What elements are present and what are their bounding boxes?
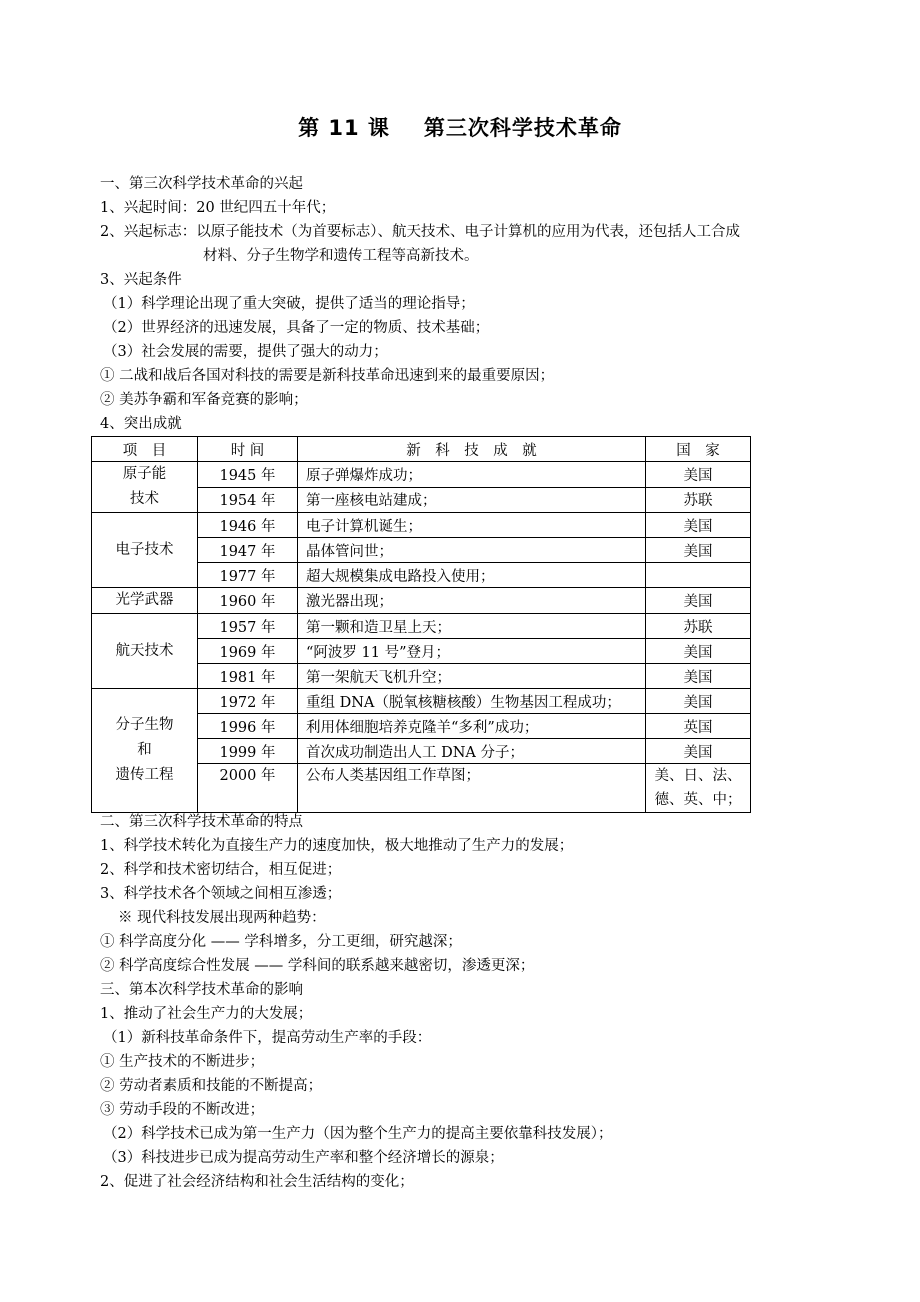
field-cell: 光学武器 xyxy=(92,588,198,614)
country-label: 德、英、中； xyxy=(654,792,742,808)
field-label: 遗传工程 xyxy=(115,767,174,783)
achievement-cell: 超大规模集成电路投入使用； xyxy=(298,563,646,588)
field-cell: 航天技术 xyxy=(92,614,198,689)
country-cell: 苏联 xyxy=(646,614,751,639)
condition-2: （2）世界经济的迅速发展，具备了一定的物质、技术基础； xyxy=(103,320,490,336)
feature-3: 3、科学技术各个领域之间相互渗透； xyxy=(100,886,342,902)
year-cell: 1969 年 xyxy=(198,639,298,664)
year-cell: 1977 年 xyxy=(198,563,298,588)
trends-note: ※ 现代科技发展出现两种趋势： xyxy=(118,910,326,926)
achievement-cell: 晶体管问世； xyxy=(298,538,646,563)
achievement-cell: 首次成功制造出人工 DNA 分子； xyxy=(298,739,646,764)
section1-heading: 一、第三次科学技术革命的兴起 xyxy=(100,176,303,192)
year-cell: 1981 年 xyxy=(198,664,298,689)
feature-2: 2、科学和技术密切结合，相互促进； xyxy=(100,862,342,878)
header-time: 时 间 xyxy=(198,437,298,462)
country-cell: 英国 xyxy=(646,714,751,739)
country-cell: 美国 xyxy=(646,513,751,538)
year-cell: 1999 年 xyxy=(198,739,298,764)
rise-marker-line1: 2、兴起标志：以原子能技术（为首要标志）、航天技术、电子计算机的应用为代表，还包括人工合成 xyxy=(100,224,740,240)
field-label: 原子能 xyxy=(122,466,167,482)
impact-1a1: ① 生产技术的不断进步； xyxy=(100,1054,265,1070)
achievement-cell: 第一颗和造卫星上天； xyxy=(298,614,646,639)
country-cell: 美国 xyxy=(646,664,751,689)
condition-3b: ② 美苏争霸和军备竞赛的影响； xyxy=(100,392,308,408)
achievements-heading: 4、突出成就 xyxy=(100,416,182,432)
table-row xyxy=(92,462,751,488)
impact-1b: （2）科学技术已成为第一生产力（因为整个生产力的提高主要依靠科技发展）； xyxy=(103,1126,613,1142)
country-cell: 美国 xyxy=(646,739,751,764)
achievements-table xyxy=(91,436,751,813)
year-cell: 1946 年 xyxy=(198,513,298,538)
condition-3a: ① 二战和战后各国对科技的需要是新科技革命迅速到来的最重要原因； xyxy=(100,368,555,384)
header-country: 国 家 xyxy=(646,437,751,462)
condition-1: （1）科学理论出现了重大突破，提供了适当的理论指导； xyxy=(103,296,475,312)
achievement-cell: 第一架航天飞机升空； xyxy=(298,664,646,689)
year-cell: 1972 年 xyxy=(198,689,298,714)
section3-heading: 三、第本次科学技术革命的影响 xyxy=(100,982,303,998)
country-cell xyxy=(646,563,751,588)
field-cell xyxy=(92,462,198,513)
field-label: 技术 xyxy=(130,491,159,507)
achievement-cell: 第一座核电站建成； xyxy=(298,487,646,513)
field-label: 和 xyxy=(137,742,152,758)
achievement-cell: 原子弹爆炸成功； xyxy=(298,462,646,488)
section2-heading: 二、第三次科学技术革命的特点 xyxy=(100,814,303,830)
country-cell: 美国 xyxy=(646,689,751,714)
conditions-heading: 3、兴起条件 xyxy=(100,272,182,288)
achievement-cell: “阿波罗 11 号”登月； xyxy=(298,639,646,664)
achievement-cell: 利用体细胞培养克隆羊“多利”成功； xyxy=(298,714,646,739)
impact-1: 1、推动了社会生产力的大发展； xyxy=(100,1006,313,1022)
year-cell: 1957 年 xyxy=(198,614,298,639)
achievement-cell: 激光器出现； xyxy=(298,588,646,614)
country-cell: 苏联 xyxy=(646,487,751,513)
impact-2: 2、促进了社会经济结构和社会生活结构的变化； xyxy=(100,1174,414,1190)
table-row xyxy=(92,588,751,614)
header-achievement: 新 科 技 成 就 xyxy=(298,437,646,462)
header-field: 项 目 xyxy=(92,437,198,462)
condition-3: （3）社会发展的需要，提供了强大的动力； xyxy=(103,344,388,360)
impact-1c: （3）科技进步已成为提高劳动生产率和整个经济增长的源泉； xyxy=(103,1150,504,1166)
page-title xyxy=(0,112,920,142)
country-cell: 美国 xyxy=(646,462,751,488)
country-cell xyxy=(646,764,751,813)
impact-1a2: ② 劳动者素质和技能的不断提高； xyxy=(100,1078,323,1094)
year-cell: 1960 年 xyxy=(198,588,298,614)
rise-time: 1、兴起时间：20 世纪四五十年代； xyxy=(100,200,336,216)
field-cell xyxy=(92,689,198,813)
achievement-cell: 公布人类基因组工作草图； xyxy=(298,764,646,813)
year-cell: 1947 年 xyxy=(198,538,298,563)
impact-1a3: ③ 劳动手段的不断改进； xyxy=(100,1102,265,1118)
lesson-topic: 第三次科学技术革命 xyxy=(423,116,622,140)
trend-2: ② 科学高度综合性发展 —— 学科间的联系越来越密切，渗透更深； xyxy=(100,958,535,974)
field-label: 分子生物 xyxy=(115,717,174,733)
rise-marker-line2: 材料、分子生物学和遗传工程等高新技术。 xyxy=(203,248,479,264)
field-cell: 电子技术 xyxy=(92,513,198,588)
lesson-number: 第 11 课 xyxy=(298,116,390,140)
country-cell: 美国 xyxy=(646,588,751,614)
feature-1: 1、科学技术转化为直接生产力的速度加快，极大地推动了生产力的发展； xyxy=(100,838,574,854)
table-header-row xyxy=(92,437,751,462)
country-label: 美、日、法、 xyxy=(654,768,742,784)
achievement-cell: 电子计算机诞生； xyxy=(298,513,646,538)
year-cell: 1996 年 xyxy=(198,714,298,739)
country-cell: 美国 xyxy=(646,639,751,664)
year-cell: 1954 年 xyxy=(198,487,298,513)
table-row xyxy=(92,513,751,538)
country-cell: 美国 xyxy=(646,538,751,563)
table-row xyxy=(92,689,751,714)
trend-1: ① 科学高度分化 —— 学科增多，分工更细，研究越深； xyxy=(100,934,462,950)
table-row xyxy=(92,614,751,639)
year-cell: 1945 年 xyxy=(198,462,298,488)
impact-1a: （1）新科技革命条件下，提高劳动生产率的手段： xyxy=(103,1030,432,1046)
achievement-cell: 重组 DNA（脱氧核糖核酸）生物基因工程成功； xyxy=(298,689,646,714)
year-cell: 2000 年 xyxy=(198,764,298,813)
